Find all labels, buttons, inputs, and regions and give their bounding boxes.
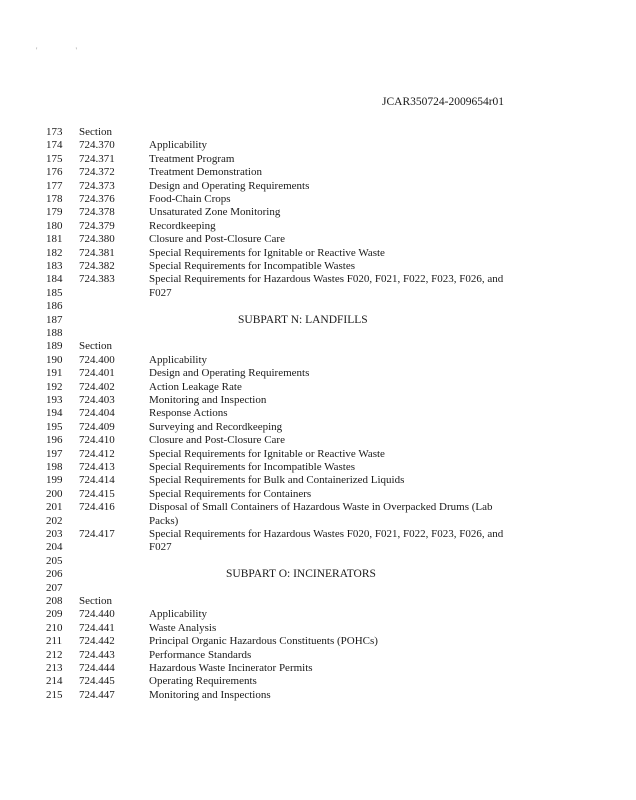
section-title: Monitoring and Inspections bbox=[149, 688, 271, 701]
line-number: 181 bbox=[46, 233, 63, 246]
line-number: 188 bbox=[46, 327, 63, 339]
line-number: 210 bbox=[46, 621, 63, 634]
line-number: 183 bbox=[46, 260, 63, 272]
section-title: Surveying and Recordkeeping bbox=[149, 420, 283, 433]
line-number: 213 bbox=[46, 662, 63, 674]
line-number: 195 bbox=[46, 420, 63, 433]
line-number: 187 bbox=[46, 313, 63, 326]
line-number: 176 bbox=[46, 166, 63, 179]
section-number: 724.447 bbox=[79, 688, 115, 701]
line-number: 174 bbox=[46, 139, 63, 152]
section-number: 724.443 bbox=[79, 648, 115, 661]
section-title: Special Requirements for Hazardous Wastes F020, F021, F022, F023, F026, and bbox=[149, 528, 504, 540]
line-number: 214 bbox=[46, 675, 63, 688]
section-title: Disposal of Small Containers of Hazardous Waste in Overpacked Drums (Lab bbox=[149, 501, 493, 514]
line-number: 179 bbox=[46, 206, 63, 219]
section-title: Special Requirements for Hazardous Wastes F020, F021, F022, F023, F026, and bbox=[149, 273, 504, 286]
section-title: Unsaturated Zone Monitoring bbox=[149, 206, 281, 219]
section-number: 724.404 bbox=[79, 407, 115, 420]
subpart-heading: SUBPART O: INCINERATORS bbox=[226, 568, 376, 581]
section-number: 724.379 bbox=[79, 219, 115, 232]
line-number: 182 bbox=[46, 246, 63, 259]
line-number: 196 bbox=[46, 434, 63, 447]
document-id: JCAR350724-2009654r01 bbox=[382, 96, 505, 108]
line-number: 206 bbox=[46, 568, 63, 581]
section-number: 724.444 bbox=[79, 662, 115, 674]
line-number: 203 bbox=[46, 528, 63, 540]
section-number: 724.373 bbox=[79, 179, 115, 192]
section-title: Special Requirements for Bulk and Containerized Liquids bbox=[149, 474, 405, 487]
section-number: 724.441 bbox=[79, 621, 115, 634]
line-number: 191 bbox=[46, 367, 63, 380]
section-title: Special Requirements for Ignitable or Reactive Waste bbox=[149, 246, 385, 259]
section-title: Recordkeeping bbox=[149, 219, 216, 232]
line-number: 192 bbox=[46, 380, 63, 393]
section-title: Operating Requirements bbox=[149, 675, 257, 688]
line-number: 207 bbox=[46, 581, 63, 594]
section-number: Section bbox=[79, 126, 112, 138]
section-title: Applicability bbox=[149, 139, 208, 152]
section-title: Treatment Program bbox=[149, 152, 235, 165]
line-number: 194 bbox=[46, 407, 63, 420]
section-title: Closure and Post-Closure Care bbox=[149, 233, 285, 246]
section-number: 724.410 bbox=[79, 434, 115, 447]
section-number: 724.445 bbox=[79, 675, 115, 688]
line-number: 190 bbox=[46, 353, 63, 366]
section-title: Food-Chain Crops bbox=[149, 193, 231, 205]
line-number: 205 bbox=[46, 554, 63, 567]
section-title: Packs) bbox=[149, 514, 179, 527]
section-title: Special Requirements for Ignitable or Reactive Waste bbox=[149, 447, 385, 460]
line-number: 186 bbox=[46, 300, 63, 313]
line-number: 185 bbox=[46, 286, 63, 299]
section-number: 724.416 bbox=[79, 501, 115, 514]
section-title: Special Requirements for Incompatible Wastes bbox=[149, 260, 356, 272]
section-title: Special Requirements for Incompatible Wastes bbox=[149, 461, 356, 473]
section-title: Applicability bbox=[149, 608, 208, 621]
scan-specks: ' ' bbox=[36, 46, 95, 55]
line-number: 209 bbox=[46, 608, 63, 621]
section-number: 724.414 bbox=[79, 474, 115, 487]
section-number: 724.413 bbox=[79, 461, 115, 473]
line-number: 173 bbox=[46, 126, 63, 138]
section-title: Performance Standards bbox=[149, 648, 252, 661]
section-number: 724.382 bbox=[79, 260, 115, 272]
section-title: Hazardous Waste Incinerator Permits bbox=[149, 662, 313, 674]
section-number: 724.400 bbox=[79, 353, 115, 366]
line-number: 177 bbox=[46, 179, 63, 192]
section-title: Principal Organic Hazardous Constituents (POHCs) bbox=[149, 635, 378, 648]
line-number: 204 bbox=[46, 541, 63, 554]
section-title: F027 bbox=[149, 286, 172, 299]
section-title: Closure and Post-Closure Care bbox=[149, 434, 285, 447]
section-number: 724.372 bbox=[79, 166, 115, 179]
line-number: 208 bbox=[46, 595, 63, 607]
line-number: 178 bbox=[46, 193, 63, 205]
section-number: 724.417 bbox=[79, 528, 115, 540]
line-number: 199 bbox=[46, 474, 63, 487]
section-number: Section bbox=[79, 340, 112, 353]
section-title: Applicability bbox=[149, 353, 208, 366]
line-number: 193 bbox=[46, 394, 63, 406]
section-number: 724.401 bbox=[79, 367, 115, 380]
section-number: 724.442 bbox=[79, 635, 115, 648]
section-number: 724.440 bbox=[79, 608, 115, 621]
section-number: 724.402 bbox=[79, 380, 115, 393]
section-title: Waste Analysis bbox=[149, 621, 217, 634]
line-number: 180 bbox=[46, 219, 63, 232]
section-number: 724.383 bbox=[79, 273, 115, 286]
line-number: 215 bbox=[46, 688, 63, 701]
section-number: 724.378 bbox=[79, 206, 115, 219]
line-number: 184 bbox=[46, 273, 63, 286]
section-title: Response Actions bbox=[149, 407, 228, 420]
section-title: Design and Operating Requirements bbox=[149, 367, 310, 380]
line-number: 189 bbox=[46, 340, 63, 353]
line-number: 201 bbox=[46, 501, 63, 514]
section-number: 724.380 bbox=[79, 233, 115, 246]
section-number: 724.415 bbox=[79, 487, 115, 500]
line-number: 202 bbox=[46, 514, 63, 527]
section-title: Design and Operating Requirements bbox=[149, 179, 310, 192]
line-number: 175 bbox=[46, 152, 63, 165]
section-title: F027 bbox=[149, 541, 172, 554]
section-number: 724.403 bbox=[79, 394, 115, 406]
line-number: 198 bbox=[46, 461, 63, 473]
line-number: 200 bbox=[46, 487, 63, 500]
section-title: Special Requirements for Containers bbox=[149, 487, 312, 500]
section-title: Action Leakage Rate bbox=[149, 380, 242, 393]
section-number: 724.412 bbox=[79, 447, 115, 460]
section-number: 724.371 bbox=[79, 152, 115, 165]
section-title: Treatment Demonstration bbox=[149, 166, 262, 179]
subpart-heading: SUBPART N: LANDFILLS bbox=[238, 313, 368, 326]
line-number: 212 bbox=[46, 648, 63, 661]
line-number: 197 bbox=[46, 447, 63, 460]
section-number: 724.409 bbox=[79, 420, 115, 433]
section-number: 724.376 bbox=[79, 193, 115, 205]
section-title: Monitoring and Inspection bbox=[149, 394, 267, 406]
section-number: 724.381 bbox=[79, 246, 115, 259]
section-number: Section bbox=[79, 595, 112, 607]
line-number: 211 bbox=[46, 635, 63, 648]
section-number: 724.370 bbox=[79, 139, 115, 152]
